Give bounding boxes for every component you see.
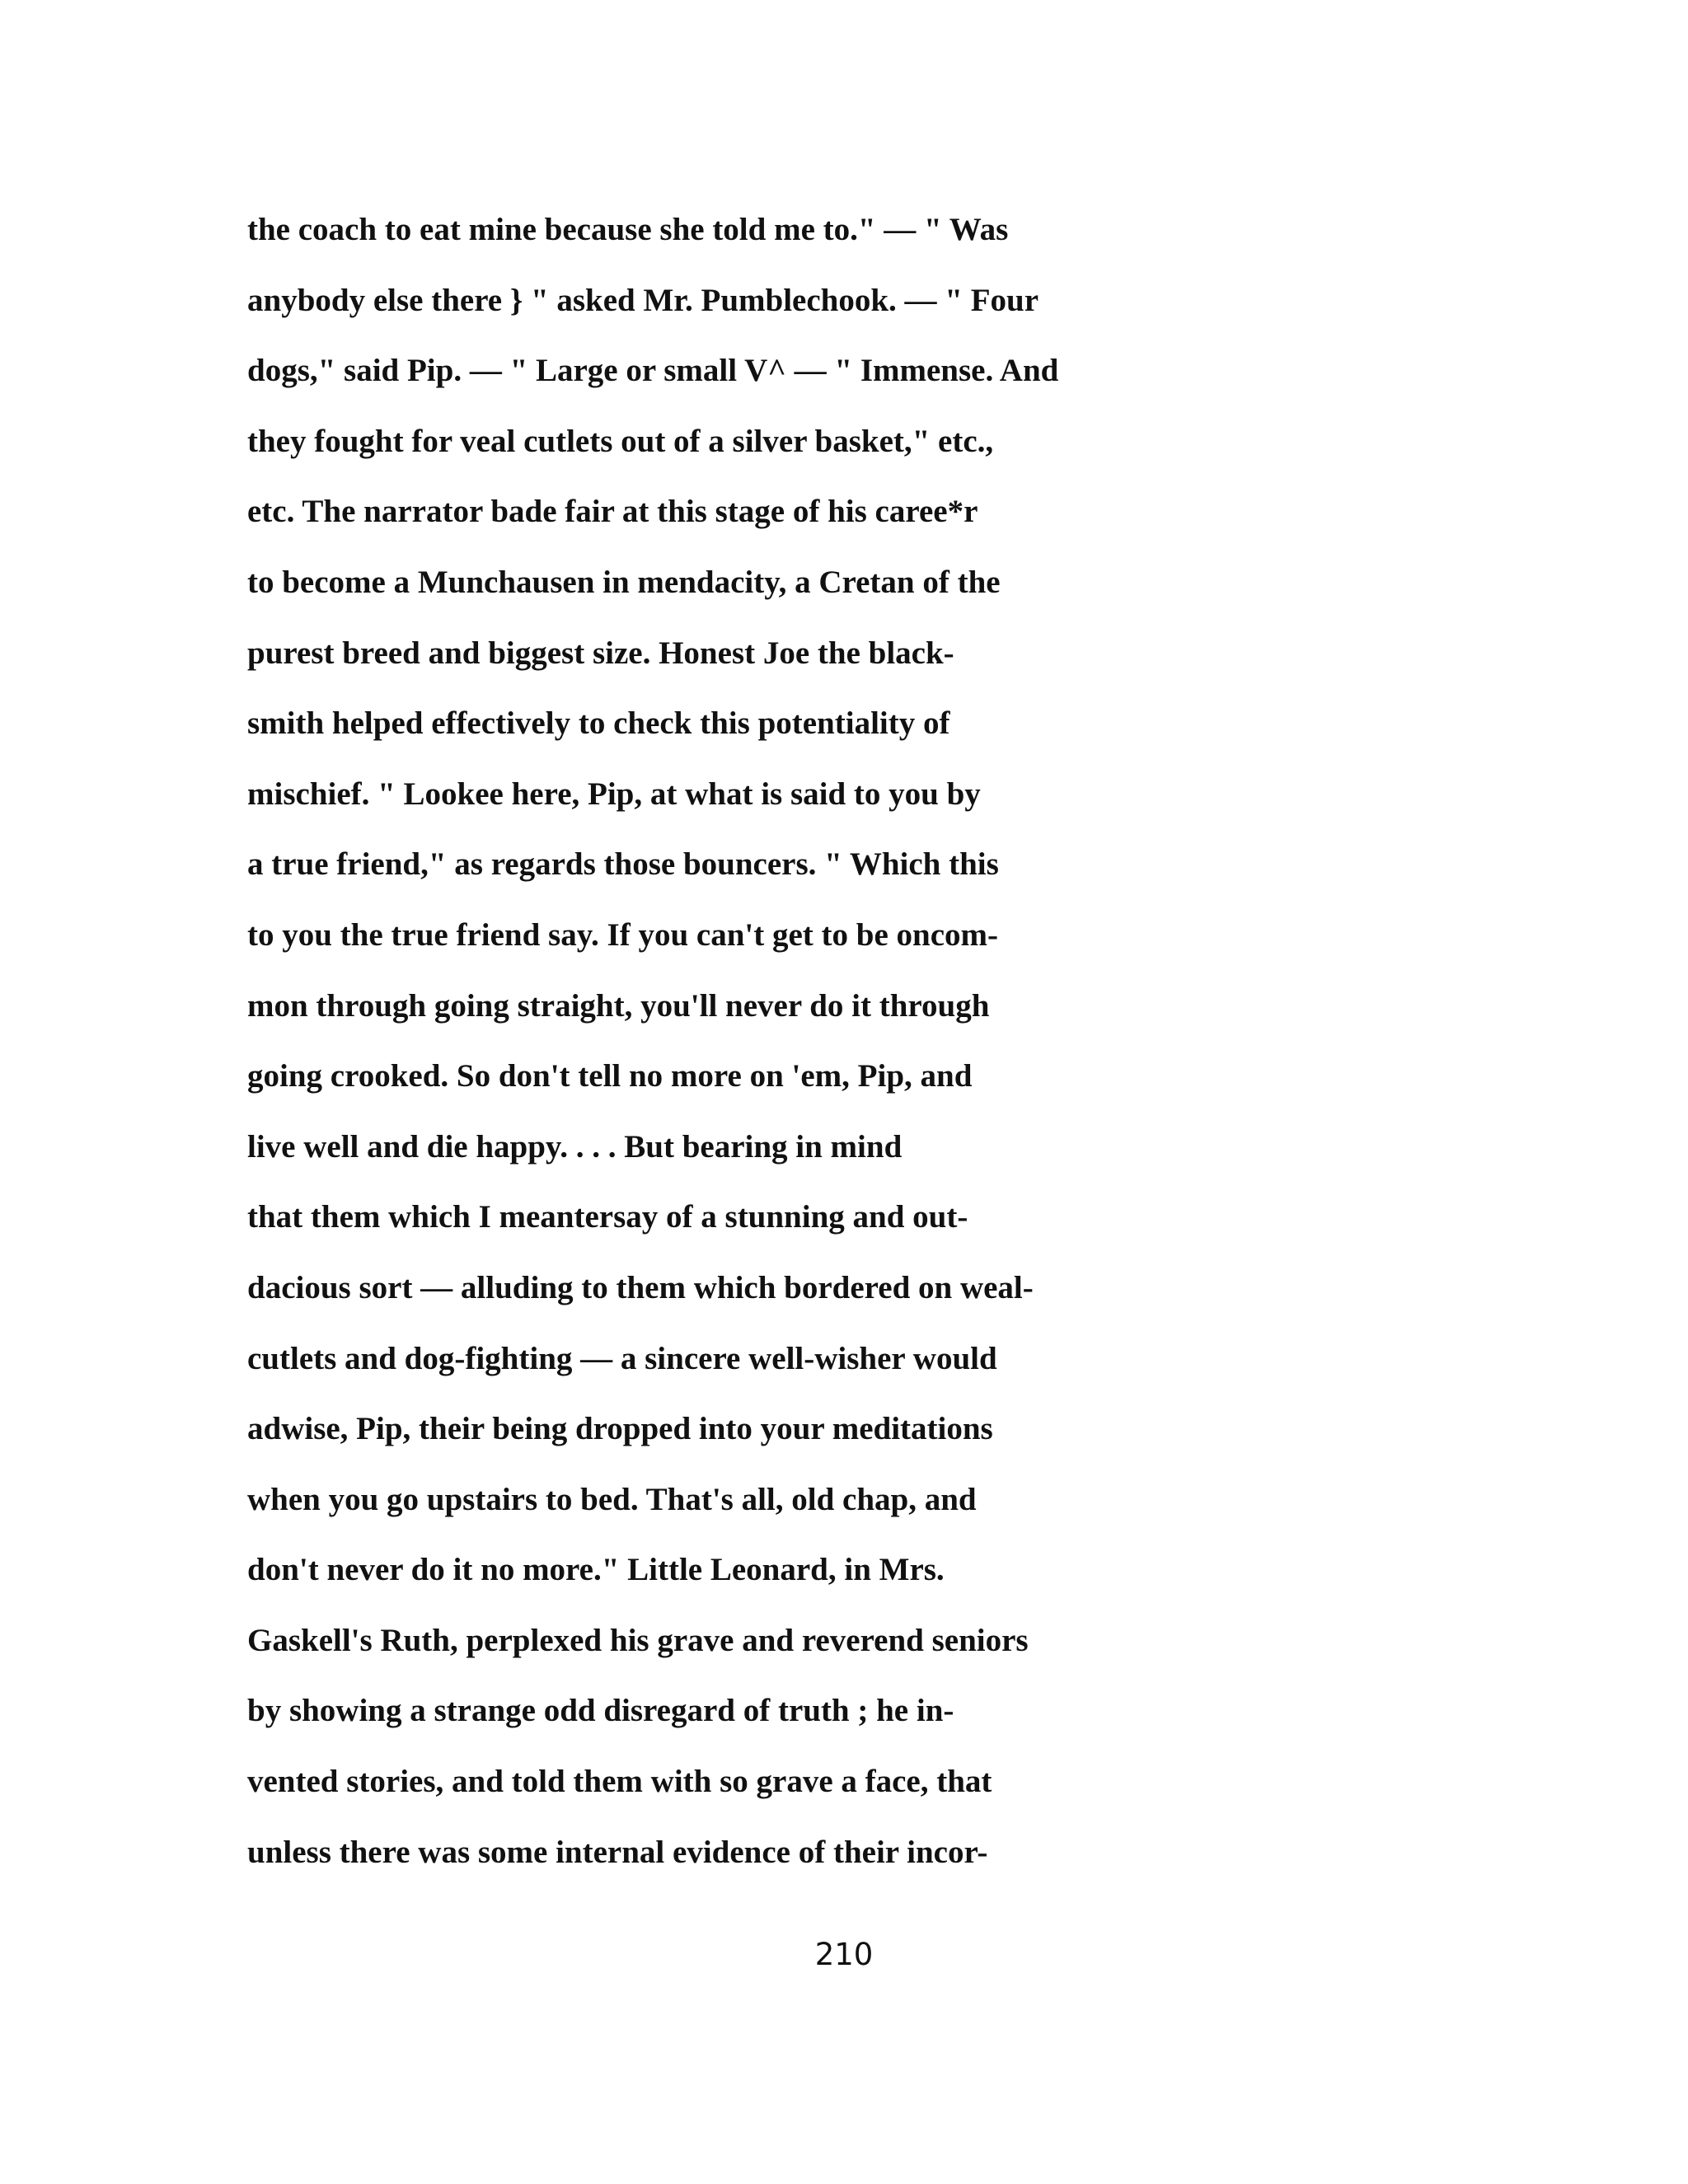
text-line: live well and die happy. . . . But bearing in mind: [247, 1128, 903, 1165]
text-line: a true friend," as regards those bouncers. " Which this: [247, 846, 999, 883]
text-line: don't never do it no more." Little Leonard, in Mrs.: [247, 1552, 945, 1588]
text-line: vented stories, and told them with so grave a face, that: [247, 1764, 992, 1800]
body-text: [247, 194, 1484, 1887]
text-line: dacious sort — alluding to them which bordered on weal-: [247, 1269, 1034, 1305]
text-line: adwise, Pip, their being dropped into your meditations: [247, 1411, 993, 1447]
text-line: they fought for veal cutlets out of a silver basket," etc.,: [247, 423, 994, 459]
text-line: purest breed and biggest size. Honest Joe the black-: [247, 635, 954, 671]
page-number: 210: [814, 1937, 874, 1972]
text-line: dogs," said Pip. — " Large or small V^ — " Immense. And: [247, 353, 1059, 389]
text-line: Gaskell's Ruth, perplexed his grave and reverend seniors: [247, 1622, 1029, 1658]
text-line: etc. The narrator bade fair at this stage of his caree*r: [247, 494, 978, 530]
text-line: mon through going straight, you'll never do it through: [247, 987, 990, 1024]
text-line: unless there was some internal evidence of their incor-: [247, 1834, 988, 1870]
text-line: by showing a strange odd disregard of truth ; he in-: [247, 1693, 954, 1729]
text-line: to you the true friend say. If you can't get to be oncom-: [247, 916, 998, 953]
text-line: the coach to eat mine because she told me to." — " Was: [247, 212, 1009, 247]
text-line: smith helped effectively to check this potentiality of: [247, 705, 950, 742]
text-line: that them which I meantersay of a stunning and out-: [247, 1199, 968, 1235]
text-line: mischief. " Lookee here, Pip, at what is said to you by: [247, 776, 981, 812]
text-line: to become a Munchausen in mendacity, a Cretan of the: [247, 564, 1001, 600]
text-line: cutlets and dog-fighting — a sincere well-wisher would: [247, 1340, 997, 1376]
text-line: anybody else there } " asked Mr. Pumblechook. — " Four: [247, 282, 1039, 318]
text-line: going crooked. So don't tell no more on 'em, Pip, and: [247, 1058, 973, 1094]
text-line: when you go upstairs to bed. That's all, old chap, and: [247, 1481, 977, 1517]
